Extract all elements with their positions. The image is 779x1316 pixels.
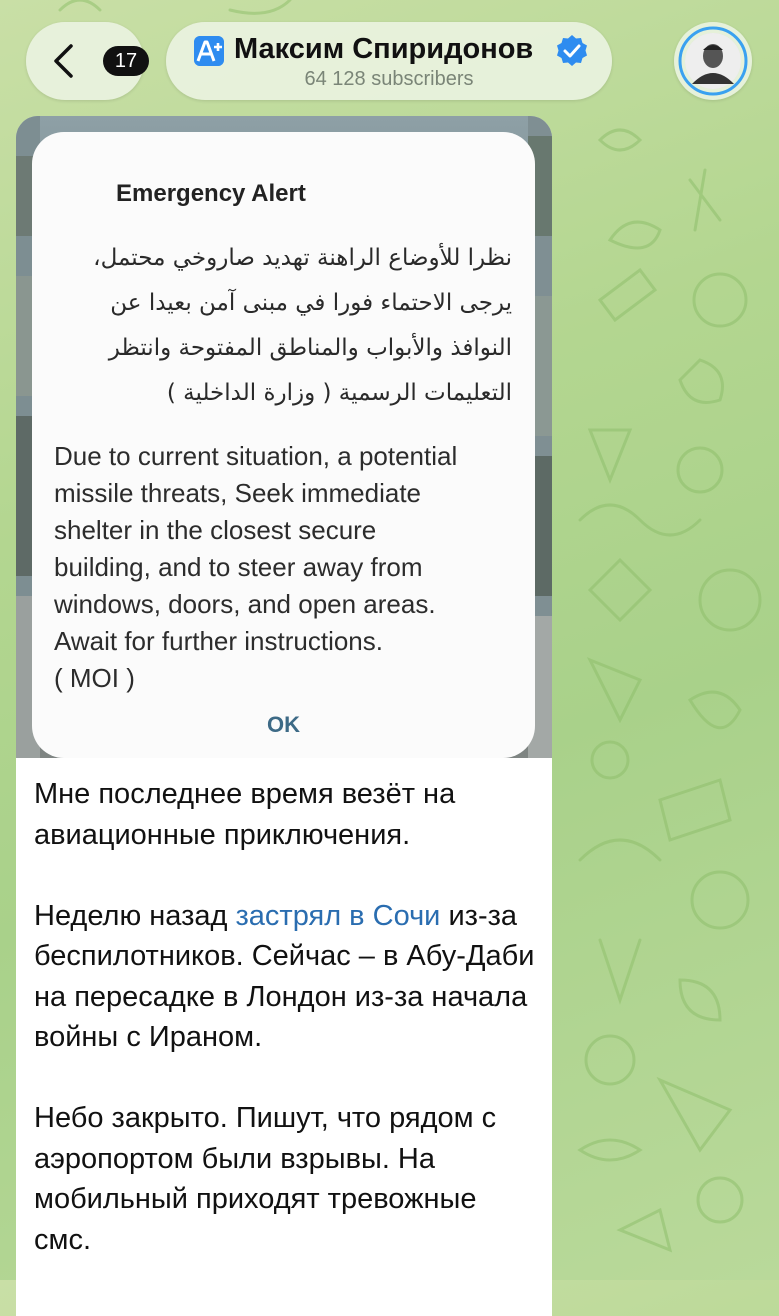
alert-arabic-line: نظرا للأوضاع الراهنة تهديد صاروخي محتمل، — [93, 245, 512, 271]
message-link[interactable]: застрял в Сочи — [235, 899, 441, 932]
avatar — [678, 26, 748, 96]
message-photo[interactable] — [16, 116, 552, 758]
alert-ok-button: OK — [267, 712, 300, 737]
message-text-span: из-за беспилотников. Сейчас – в Абу-Даби на пересадке в Лондон из-за начала войны с Ираном. — [34, 899, 535, 1053]
channel-avatar[interactable] — [674, 22, 752, 100]
alert-arabic-line: التعليمات الرسمية ( وزارة الداخلية ) — [166, 380, 512, 406]
channel-name: Максим Спиридонов — [234, 33, 534, 65]
alert-arabic-text — [52, 236, 512, 416]
message-paragraph: Небо закрыто. Пишут, что рядом с аэропортом были взрывы. На мобильный приходят тревожные смс. — [34, 1102, 497, 1256]
alert-english-text — [54, 438, 524, 697]
a-plus-icon — [194, 36, 224, 66]
alert-english-line: Await for further instructions. — [54, 626, 383, 656]
chevron-left-icon — [52, 43, 74, 79]
back-button[interactable] — [26, 22, 144, 100]
message-bubble[interactable] — [16, 116, 552, 1316]
alert-arabic-line: النوافذ والأبواب والمناطق المفتوحة وانتظر — [108, 335, 512, 361]
alert-arabic-line: يرجى الاحتماء فورا في مبنى آمن بعيدا عن — [110, 290, 512, 316]
message-text — [34, 774, 539, 1301]
emergency-alert-dialog — [32, 132, 535, 758]
unread-count-badge: 17 — [103, 46, 149, 76]
alert-english-line: building, and to steer away from — [54, 552, 423, 582]
message-paragraph: Мне последнее время везёт на авиационные приключения. — [34, 778, 456, 851]
alert-english-line: Due to current situation, a potential — [54, 441, 458, 471]
message-text-span: Неделю назад — [34, 899, 236, 932]
message-paragraph — [34, 896, 539, 1058]
alert-title: Emergency Alert — [116, 180, 306, 207]
alert-english-line: missile threats, Seek immediate — [54, 478, 422, 508]
channel-header[interactable] — [166, 22, 612, 100]
verified-badge-icon — [554, 33, 590, 69]
alert-english-line: ( MOI ) — [54, 663, 135, 693]
subscriber-count: 64 128 subscribers — [304, 68, 474, 90]
alert-english-line: shelter in the closest secure — [54, 515, 377, 545]
alert-english-line: windows, doors, and open areas. — [54, 589, 436, 619]
